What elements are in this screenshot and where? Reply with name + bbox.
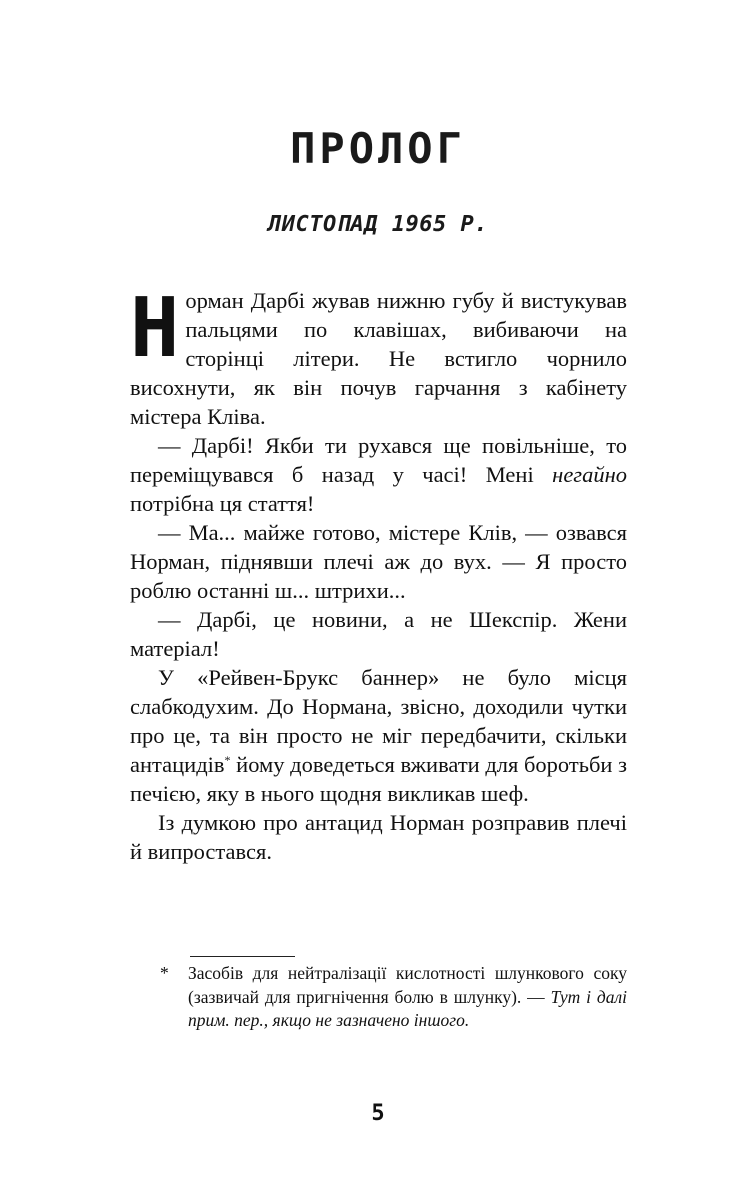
paragraph-text: — Ма... майже готово, містере Клів, — озвався Норман, піднявши плечі аж до вух. — Я просто роблю останні ш... штрихи... [130, 520, 627, 603]
paragraph-1 [130, 281, 627, 431]
paragraph-2 [130, 431, 627, 518]
paragraph-6 [130, 808, 627, 866]
paragraph-text: орман Дарбі жував нижню губу й вистукував пальцями по клавішах, вибиваючи на сторінці літери. Не встигло чорнило висохнути, як він почув гарчання з кабінету містера Кліва. [130, 288, 627, 429]
paragraph-text: У «Рейвен-Брукс баннер» не було місця слабкодухим. До Нормана, звісно, доходили чутки про це, та він просто не міг передбачити, скільки антацидів [130, 665, 627, 777]
body-text [130, 281, 627, 866]
paragraph-4 [130, 605, 627, 663]
footnote [160, 962, 627, 1033]
footnote-body [188, 962, 627, 1033]
footnote-text: Засобів для нейтралізації кислотності шлункового соку (зазвичай для пригнічення болю в шлунку). — [188, 963, 627, 1007]
page-number: 5 [371, 1101, 385, 1126]
paragraph-3 [130, 518, 627, 605]
footnote-emphasis: Тут і далі прим. пер., якщо не зазначено іншого. [188, 986, 627, 1030]
footnote-divider [190, 956, 295, 957]
paragraph-text: — Дарбі! Якби ти рухався ще повільніше, то переміщувався б назад у часі! Мені [130, 433, 627, 487]
footnote-mark: * [160, 963, 169, 983]
drop-cap: Н [130, 281, 180, 376]
paragraph-text: йому доведеться вживати для боротьби з печією, яку в нього щодня викликав шеф. [130, 752, 627, 806]
chapter-title: ПРОЛОГ [290, 124, 466, 173]
paragraph-5 [130, 663, 627, 808]
paragraph-text: Із думкою про антацид Норман розправив плечі й випростався. [130, 810, 627, 864]
paragraph-text: потрібна ця стаття! [130, 491, 315, 516]
footnote-reference: * [224, 753, 231, 767]
paragraph-text: — Дарбі, це новини, а не Шекспір. Жени матеріал! [130, 607, 627, 661]
emphasis-text: негайно [552, 462, 627, 487]
chapter-subtitle: ЛИСТОПАД 1965 Р. [268, 212, 488, 237]
